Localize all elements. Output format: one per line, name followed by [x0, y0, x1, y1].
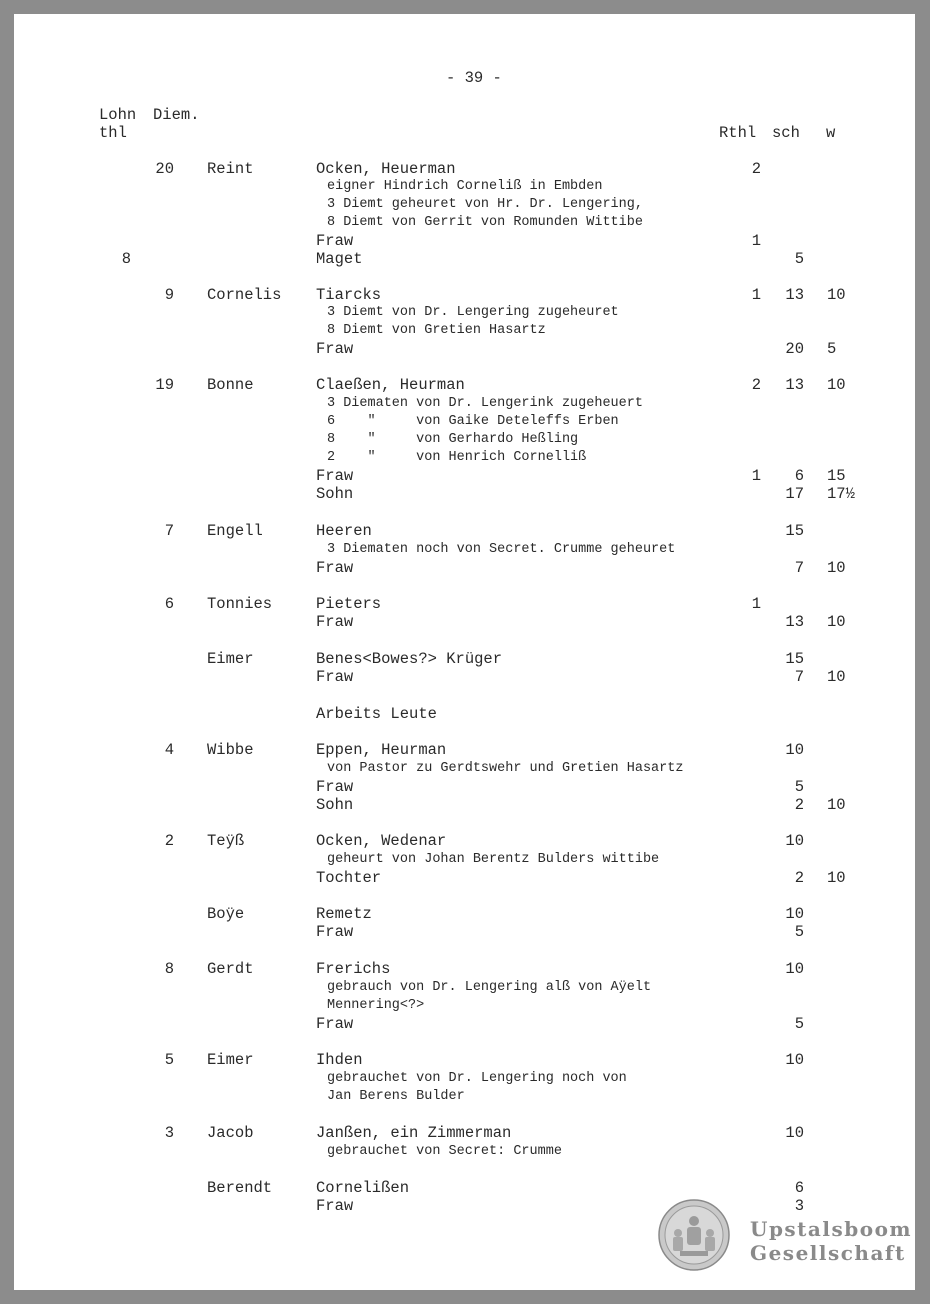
entry-note: gebrauch von Dr. Lengering alß von Aÿelt [327, 980, 652, 995]
entry-name: Frerichs [316, 960, 391, 978]
watermark-line-2: Gesellschaft [750, 1241, 906, 1265]
entry-name: Heeren [316, 522, 372, 540]
entry-note: geheurt von Johan Berentz Bulders wittibe [327, 852, 660, 867]
w-value: 10 [827, 286, 846, 304]
entry-note: 2 " von Henrich Cornellіß [327, 450, 587, 465]
entry-name: Pieters [316, 595, 382, 613]
diem-value: 5 [164, 1051, 174, 1069]
entry-name: Benes<Bowes?> Krüger [316, 650, 503, 668]
entry-note: 3 Diematen von Dr. Lengerink zugeheuert [327, 396, 643, 411]
first-name: Jacob [207, 1124, 254, 1142]
sch-value: 13 [785, 286, 804, 304]
entry-name: Cornelißen [316, 1179, 410, 1197]
sch-value: 3 [794, 1197, 804, 1215]
lohn-value: 8 [121, 250, 131, 268]
entry-name: Eppen, Heurman [316, 741, 447, 759]
diem-value: 2 [164, 832, 174, 850]
w-value: 15 [827, 467, 846, 485]
sch-value: 17 [785, 485, 804, 503]
document-page [14, 14, 915, 1290]
entry-name: Arbeits Leute [316, 705, 437, 723]
first-name: Cornelis [207, 286, 282, 304]
entry-note: 3 Diematen noch von Secret. Crumme geheuret [327, 542, 676, 557]
w-value: 10 [827, 668, 846, 686]
diem-value: 20 [155, 160, 174, 178]
diem-value: 7 [164, 522, 174, 540]
entry-name: Tochter [316, 869, 382, 887]
sch-value: 2 [794, 796, 804, 814]
entry-note: 3 Diemt von Dr. Lengering zugeheuret [327, 305, 619, 320]
sch-value: 5 [794, 778, 804, 796]
rthl-value: 2 [751, 376, 761, 394]
w-value: 5 [827, 340, 837, 358]
sch-value: 10 [785, 741, 804, 759]
entry-note: 3 Diemt geheuret von Hr. Dr. Lengering, [327, 197, 643, 212]
diem-value: 3 [164, 1124, 174, 1142]
sch-value: 6 [794, 467, 804, 485]
entry-name: Fraw [316, 778, 354, 796]
header-lohn: Lohn [99, 106, 137, 124]
first-name: Reint [207, 160, 254, 178]
entry-note: eigner Hindrich Cornelіß in Embden [327, 179, 603, 194]
w-value: 10 [827, 613, 846, 631]
entry-note: 8 Diemt von Gerrit von Romunden Wittibe [327, 215, 643, 230]
society-watermark [750, 1217, 913, 1265]
entry-name: Fraw [316, 467, 354, 485]
w-value: 10 [827, 559, 846, 577]
sch-value: 15 [785, 522, 804, 540]
sch-value: 6 [794, 1179, 804, 1197]
sch-value: 10 [785, 960, 804, 978]
header-sch: sch [772, 124, 800, 142]
sch-value: 5 [794, 923, 804, 941]
first-name: Tonnies [207, 595, 273, 613]
entry-name: Fraw [316, 340, 354, 358]
first-name: Boÿe [207, 905, 245, 923]
entry-note: Mennering<?> [327, 998, 425, 1013]
entry-note: gebrauchet von Secret: Crumme [327, 1144, 562, 1159]
rthl-value: 1 [751, 286, 761, 304]
diem-value: 19 [155, 376, 174, 394]
first-name: Teÿß [207, 832, 245, 850]
entry-name: Janßen, ein Zimmerman [316, 1124, 512, 1142]
sch-value: 7 [794, 559, 804, 577]
entry-note: Jan Berens Bulder [327, 1089, 465, 1104]
header-diem: Diem. [153, 106, 200, 124]
entry-name: Maget [316, 250, 363, 268]
sch-value: 5 [794, 250, 804, 268]
entry-name: Ocken, Heuerman [316, 160, 456, 178]
header-thl: thl [99, 124, 127, 142]
header-rthl: Rthl [719, 124, 757, 142]
diem-value: 8 [164, 960, 174, 978]
sch-value: 2 [794, 869, 804, 887]
entry-name: Remetz [316, 905, 372, 923]
entry-name: Tiarcks [316, 286, 382, 304]
entry-note: 8 " von Gerhardo Heßling [327, 432, 579, 447]
entry-note: 8 Diemt von Gretien Hasartz [327, 323, 546, 338]
w-value: 10 [827, 869, 846, 887]
sch-value: 5 [794, 1015, 804, 1033]
entry-name: Ihden [316, 1051, 363, 1069]
society-seal-icon [658, 1199, 730, 1271]
sch-value: 13 [785, 376, 804, 394]
page-number: - 39 - [446, 69, 502, 87]
rthl-value: 1 [751, 232, 761, 250]
diem-value: 4 [164, 741, 174, 759]
first-name: Gerdt [207, 960, 254, 978]
sch-value: 10 [785, 905, 804, 923]
entry-note: von Pastor zu Gerdtswehr und Gretien Hasartz [327, 761, 684, 776]
sch-value: 10 [785, 1124, 804, 1142]
w-value: 17½ [827, 485, 855, 503]
sch-value: 13 [785, 613, 804, 631]
entry-name: Fraw [316, 1015, 354, 1033]
entry-name: Claeßen, Heurman [316, 376, 465, 394]
sch-value: 15 [785, 650, 804, 668]
entry-name: Fraw [316, 923, 354, 941]
sch-value: 20 [785, 340, 804, 358]
w-value: 10 [827, 376, 846, 394]
entry-name: Fraw [316, 559, 354, 577]
rthl-value: 2 [751, 160, 761, 178]
entry-name: Fraw [316, 668, 354, 686]
first-name: Eimer [207, 650, 254, 668]
sch-value: 10 [785, 1051, 804, 1069]
header-w: w [826, 124, 836, 142]
entry-name: Fraw [316, 613, 354, 631]
entry-note: gebrauchet von Dr. Lengering noch von [327, 1071, 627, 1086]
diem-value: 9 [164, 286, 174, 304]
entry-name: Sohn [316, 796, 354, 814]
entry-name: Sohn [316, 485, 354, 503]
w-value: 10 [827, 796, 846, 814]
first-name: Bonne [207, 376, 254, 394]
entry-name: Ocken, Wedenar [316, 832, 447, 850]
first-name: Wibbe [207, 741, 254, 759]
diem-value: 6 [164, 595, 174, 613]
watermark-line-1: Upstalsboom [750, 1217, 913, 1241]
first-name: Berendt [207, 1179, 273, 1197]
sch-value: 7 [794, 668, 804, 686]
rthl-value: 1 [751, 467, 761, 485]
entry-note: 6 " von Gaike Deteleffs Erben [327, 414, 619, 429]
entry-name: Fraw [316, 1197, 354, 1215]
first-name: Eimer [207, 1051, 254, 1069]
entry-name: Fraw [316, 232, 354, 250]
sch-value: 10 [785, 832, 804, 850]
rthl-value: 1 [751, 595, 761, 613]
first-name: Engell [207, 522, 263, 540]
